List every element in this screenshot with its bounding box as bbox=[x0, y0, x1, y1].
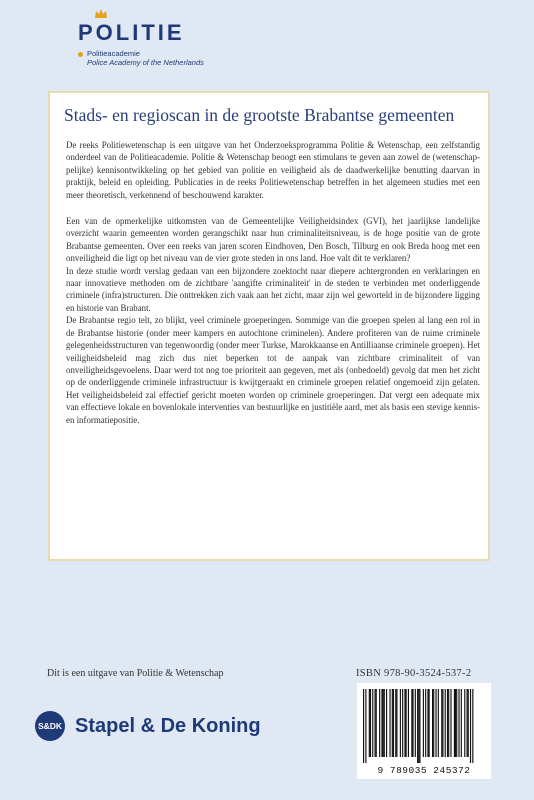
paragraph: Een van de opmerkelijke uitkomsten van de Gemeentelijke Veiligheidsindex (GVI), het jaarlijkse landelijke overzicht waarin gemeenten worden gerangschikt naar hun criminaliteitsniveau, is de hoge positie van de grote Brabantse gemeenten. Over een reeks van jaren scoren Eindhoven, Den Bosch, Tilburg en ook Breda hoog met een onveiligheid die ligt op het niveau van de vier grote steden in ons land. Hoe valt dit te verklaren? bbox=[66, 216, 480, 264]
logo-word-text: POLITIE bbox=[78, 20, 185, 45]
paragraph: De Brabantse regio telt, zo blijkt, veel criminele groeperingen. Sommige van die groepen spelen al lang een rol in de Brabantse historie (onder meer kampers en autochtone criminelen). Andere profiteren van de ruime criminele gelegenheidsstructuren van tegenwoordig (onder meer Turkse, Marokkaanse en Antilliaanse criminele groepen). Het veiligheidsbeleid mag zich dus niet beperken tot de aanpak van zichtbare criminaliteit of van onveiligheidsgevoelens. Daar werd tot nog toe prioriteit aan gegeven, met als (onbedoeld) gevolg dat men het zicht op de onderliggende criminele infrastructuur is kwijtgeraakt en criminele groepen relatief ongemoeid zijn gelaten. Het veiligheidsbeleid zal effectief gericht moeten worden op criminele groeperingen. Dat vergt een adequate mix van effectieve lokale en bovenlokale interventies van bestuurlijke en justitiële aard, met als basis een stevige kennis- en informatiepositie. bbox=[66, 315, 480, 425]
blurb-text bbox=[66, 139, 480, 426]
isbn: ISBN 978-90-3524-537-2 bbox=[356, 668, 472, 679]
blurb-panel bbox=[48, 91, 490, 561]
publisher-note: Dit is een uitgave van Politie & Wetenschap bbox=[47, 668, 224, 679]
paragraph: In deze studie wordt verslag gedaan van een bijzondere zoektocht naar diepere achtergronden en verklaringen en naar innovatieve methoden om de zichtbare 'aangifte criminaliteit' in de steden te verbinden met onderliggende criminele (infra)structuren. Die onttrekken zich vaak aan het zicht, maar zijn wel geworteld in de bijzondere ligging en historie van Brabant. bbox=[66, 265, 480, 313]
paragraph: De reeks Politiewetenschap is een uitgave van het Onderzoeksprogramma Politie & Wetenschap, een zelfstandig onderdeel van de Politieacademie. Politie & Wetenschap beoogt een stimulans te geven aan zowel de (wetenschap-pelijke) kennisontwikkeling op het gebied van politie en veiligheid als de daadwerkelijke benutting daarvan in praktijk, beleid en opleiding. Publicaties in de reeks Politiewetenschap betreffen in het algemeen studies met een meer theoretisch, verkennend of beschouwend karakter. bbox=[66, 140, 480, 200]
crown-icon bbox=[94, 8, 108, 20]
publisher-logo bbox=[35, 711, 261, 741]
politie-wordmark bbox=[78, 10, 204, 46]
barcode-bars bbox=[363, 689, 485, 765]
publisher-badge: S&DK bbox=[35, 711, 65, 741]
page-title: Stads- en regioscan in de grootste Brabantse gemeenten bbox=[64, 105, 455, 125]
bullet-icon bbox=[78, 52, 83, 57]
logo-subtitle bbox=[78, 49, 204, 67]
barcode-number: 9 789035 245372 bbox=[377, 765, 471, 776]
politie-logo bbox=[78, 10, 204, 67]
barcode bbox=[357, 683, 491, 779]
logo-sub-1: Politieacademie bbox=[87, 49, 140, 58]
publisher-name: Stapel & De Koning bbox=[75, 714, 261, 737]
logo-sub-2: Police Academy of the Netherlands bbox=[87, 58, 204, 67]
